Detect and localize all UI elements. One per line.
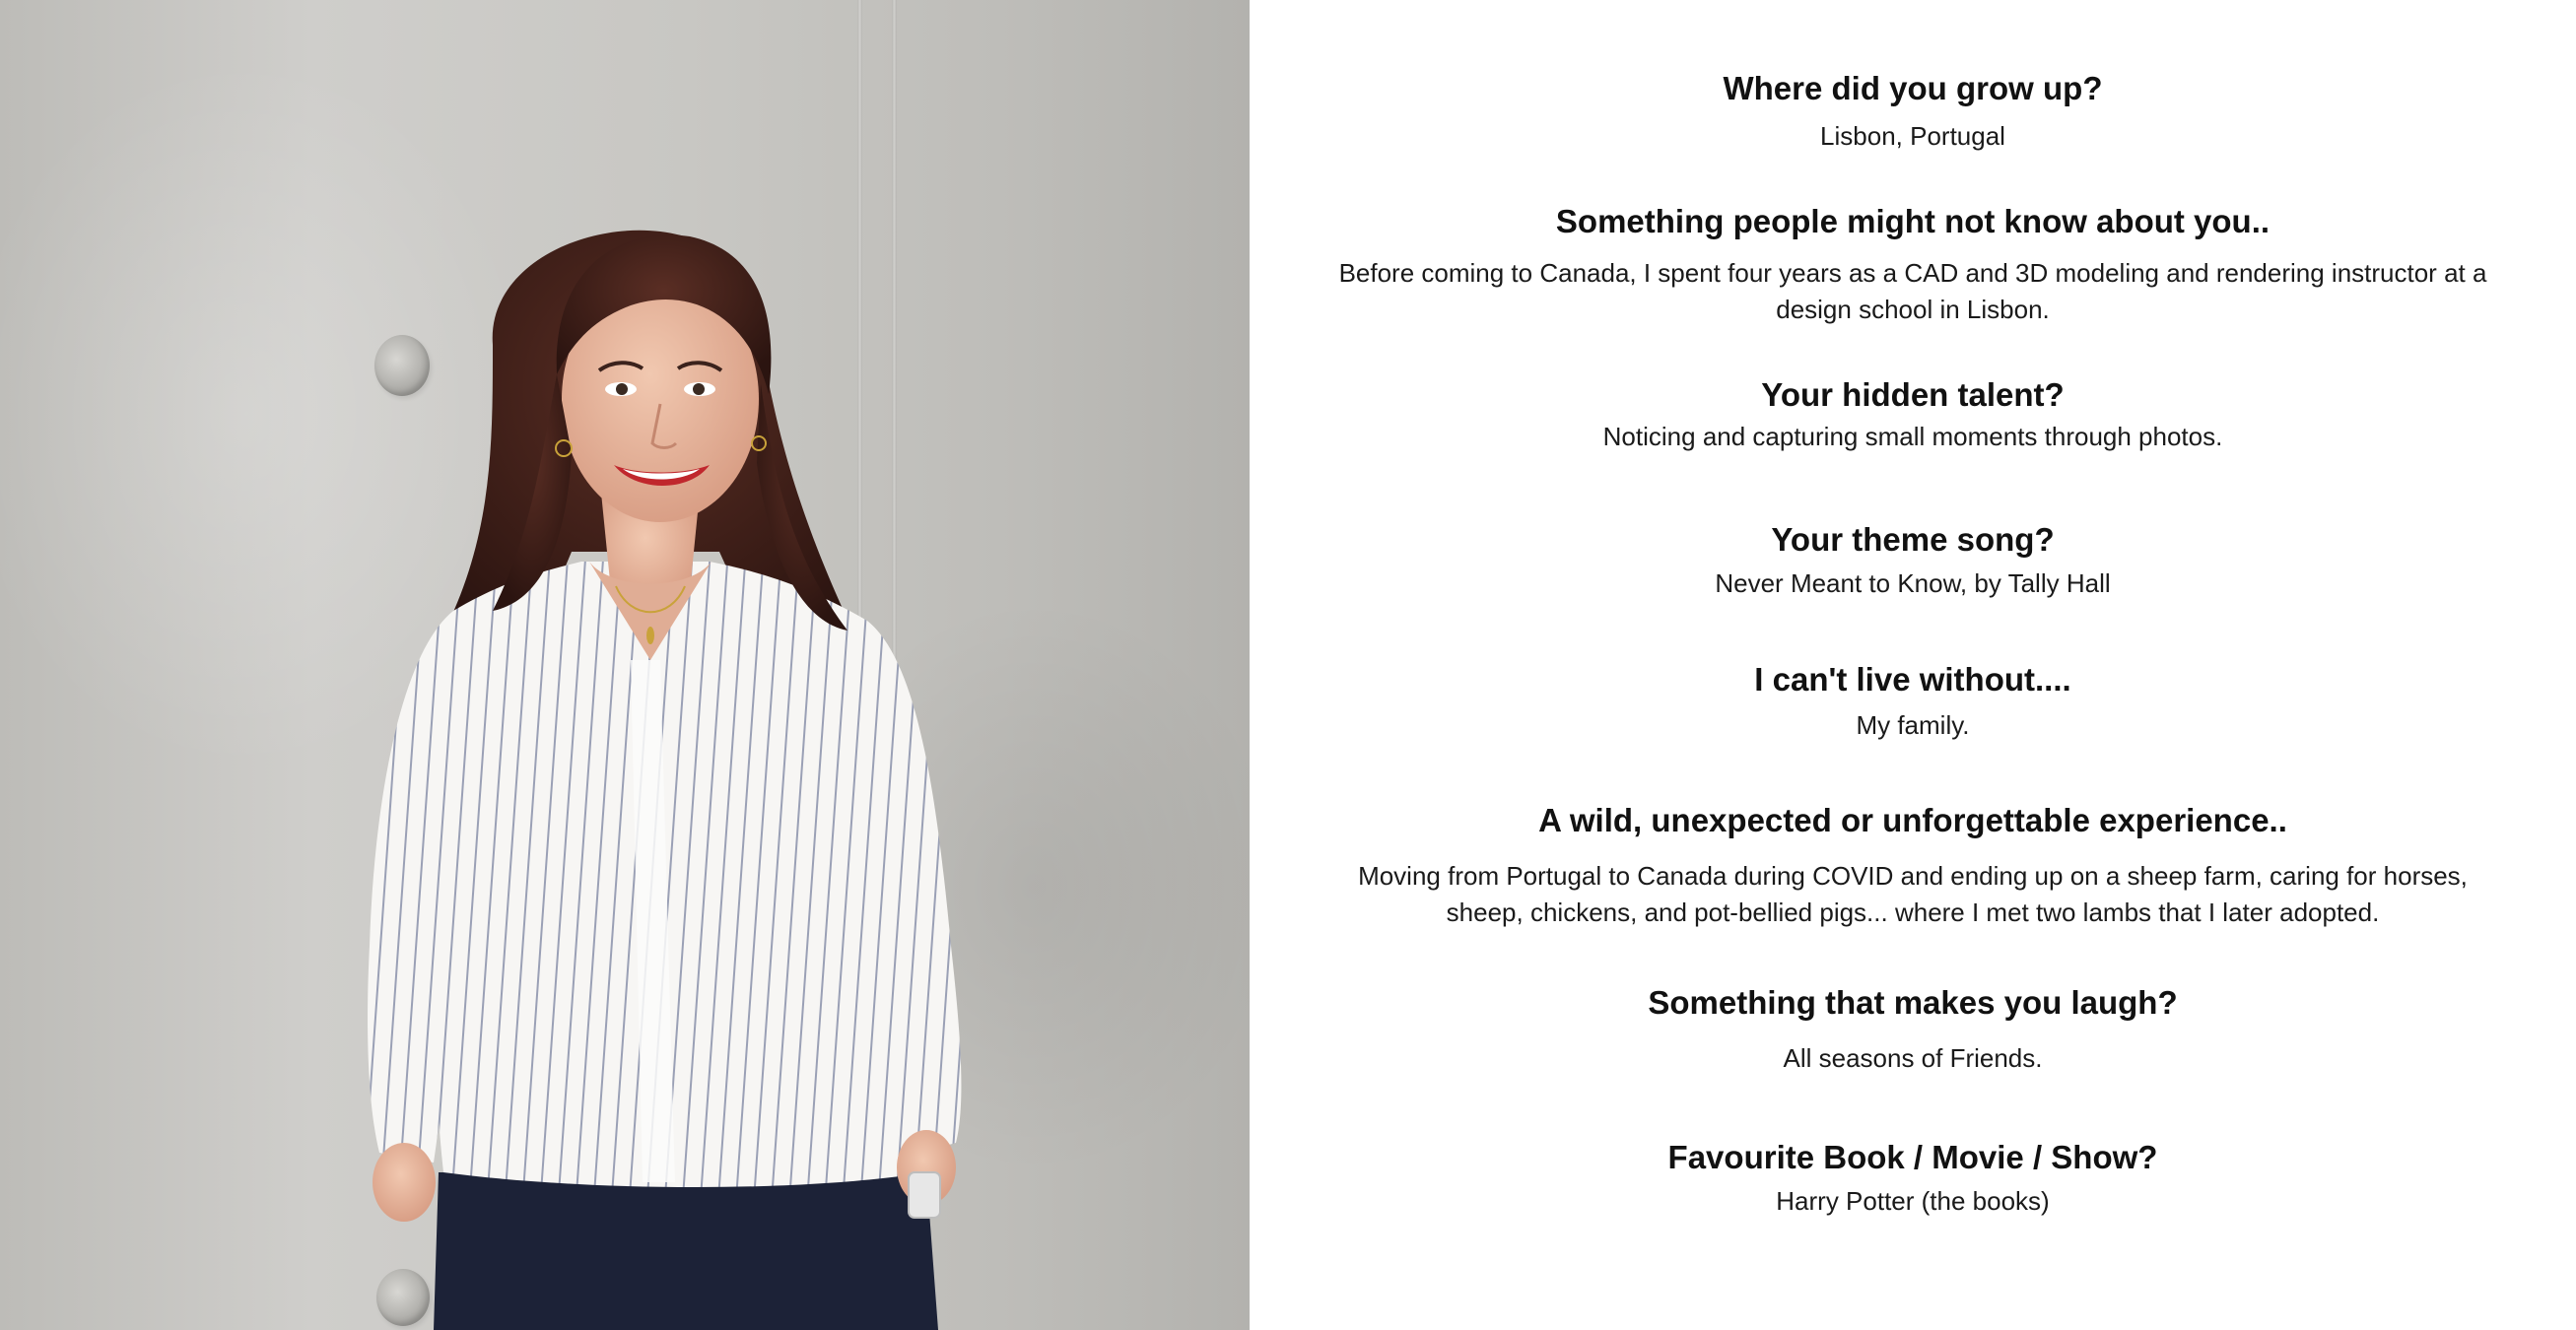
qa-item-laugh (1328, 983, 2497, 1077)
qa-item-wild-experience (1328, 801, 2497, 931)
qa-item-cant-live-without (1328, 660, 2497, 744)
qa-item-favourite (1328, 1138, 2497, 1220)
question-heading: A wild, unexpected or unforgettable experience.. (1538, 802, 2287, 838)
person-figure (335, 197, 1025, 1330)
qa-item-not-know (1328, 202, 2497, 328)
answer-text: My family. (1856, 710, 1970, 740)
qa-item-hidden-talent (1328, 375, 2497, 455)
question-heading: Something that makes you laugh? (1648, 984, 2178, 1021)
answer-text: All seasons of Friends. (1783, 1043, 2043, 1073)
answer-text: Harry Potter (the books) (1776, 1186, 2050, 1216)
question-heading: Favourite Book / Movie / Show? (1667, 1139, 2158, 1175)
answer-text: Before coming to Canada, I spent four years as a CAD and 3D modeling and rendering instructor at a design school in Lisbon. (1338, 258, 2487, 324)
answer-text: Noticing and capturing small moments through photos. (1602, 422, 2223, 451)
question-heading: Something people might not know about you.. (1555, 203, 2271, 239)
question-heading: Your hidden talent? (1761, 376, 2065, 413)
question-heading: Where did you grow up? (1723, 70, 2103, 106)
qa-panel (1250, 0, 2576, 1330)
answer-text: Moving from Portugal to Canada during COVID and ending up on a sheep farm, caring for horses, sheep, chickens, and pot-bellied pigs... where I met two lambs that I later adopted. (1358, 861, 2468, 927)
question-heading: I can't live without.... (1754, 661, 2071, 698)
portrait-photo (0, 0, 1250, 1330)
qa-item-grow-up (1328, 69, 2497, 155)
answer-text: Lisbon, Portugal (1820, 121, 2005, 151)
answer-text: Never Meant to Know, by Tally Hall (1715, 568, 2111, 598)
question-heading: Your theme song? (1771, 521, 2055, 558)
qa-item-theme-song (1328, 520, 2497, 602)
